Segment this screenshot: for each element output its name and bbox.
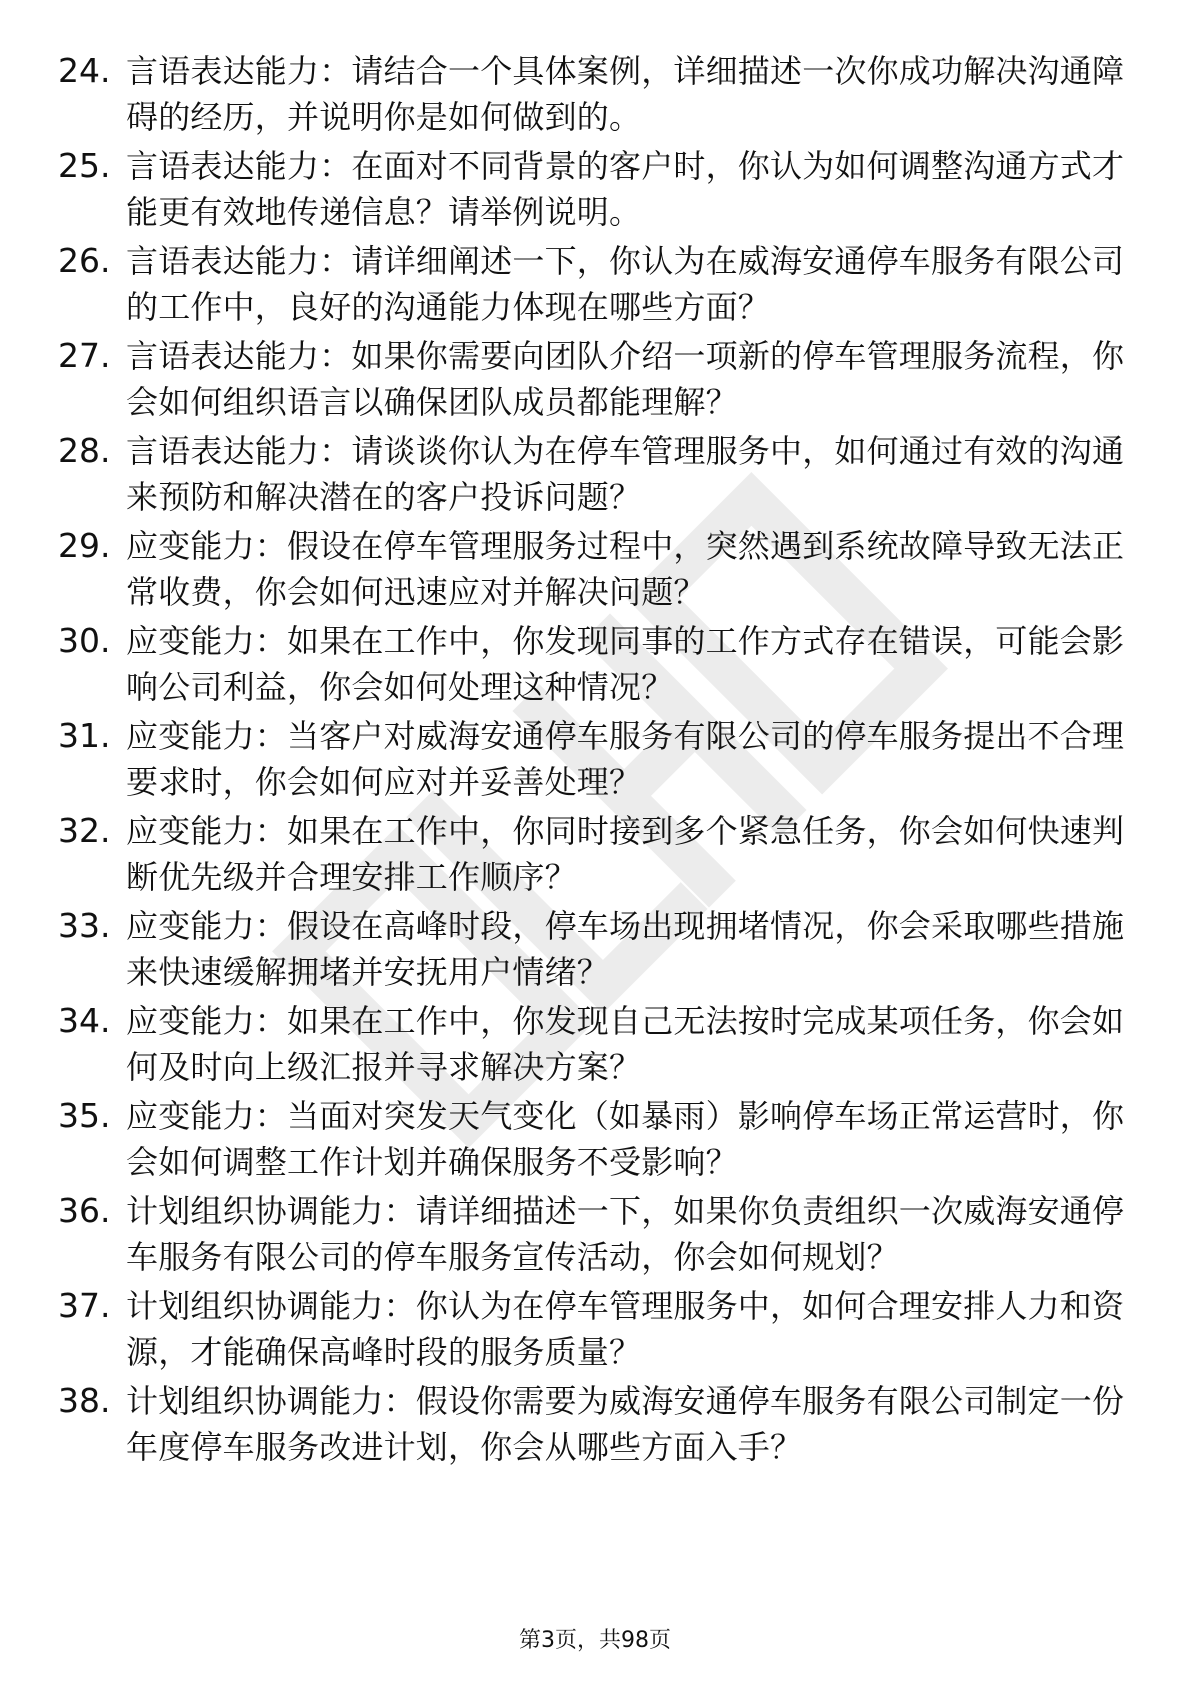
question-number: 36.	[58, 1191, 111, 1230]
question-text: 应变能力：如果在工作中，你发现自己无法按时完成某项任务，你会如何及时向上级汇报并寻求解决方案？	[126, 1002, 1125, 1086]
question-number: 29.	[58, 526, 111, 565]
question-text: 计划组织协调能力：你认为在停车管理服务中，如何合理安排人力和资源，才能确保高峰时段的服务质量？	[126, 1287, 1125, 1371]
question-item	[0, 618, 1190, 713]
question-number: 28.	[58, 431, 111, 470]
question-item	[0, 1093, 1190, 1188]
question-number: 34.	[58, 1001, 111, 1040]
question-text: 应变能力：如果在工作中，你同时接到多个紧急任务，你会如何快速判断优先级并合理安排工作顺序？	[126, 812, 1125, 896]
question-item	[0, 1188, 1190, 1283]
page-number-footer: 第3页，共98页	[519, 1628, 671, 1653]
question-number: 26.	[58, 241, 111, 280]
question-list	[0, 48, 1190, 1473]
question-text: 应变能力：假设在高峰时段，停车场出现拥堵情况，你会采取哪些措施来快速缓解拥堵并安抚用户情绪？	[126, 907, 1125, 991]
question-text: 应变能力：当面对突发天气变化（如暴雨）影响停车场正常运营时，你会如何调整工作计划并确保服务不受影响？	[126, 1097, 1125, 1181]
question-text: 应变能力：当客户对威海安通停车服务有限公司的停车服务提出不合理要求时，你会如何应对并妥善处理？	[126, 717, 1125, 801]
question-item	[0, 333, 1190, 428]
question-item	[0, 1283, 1190, 1378]
question-number: 24.	[58, 51, 111, 90]
question-item	[0, 428, 1190, 523]
question-item	[0, 143, 1190, 238]
question-item	[0, 1378, 1190, 1473]
question-text: 计划组织协调能力：请详细描述一下，如果你负责组织一次威海安通停车服务有限公司的停车服务宣传活动，你会如何规划？	[126, 1192, 1125, 1276]
question-number: 25.	[58, 146, 111, 185]
question-text: 应变能力：如果在工作中，你发现同事的工作方式存在错误，可能会影响公司利益，你会如何处理这种情况？	[126, 622, 1125, 706]
question-item	[0, 903, 1190, 998]
question-text: 应变能力：假设在停车管理服务过程中，突然遇到系统故障导致无法正常收费，你会如何迅速应对并解决问题？	[126, 527, 1125, 611]
question-number: 27.	[58, 336, 111, 375]
question-number: 33.	[58, 906, 111, 945]
question-item	[0, 523, 1190, 618]
question-number: 32.	[58, 811, 111, 850]
question-text: 言语表达能力：在面对不同背景的客户时，你认为如何调整沟通方式才能更有效地传递信息？请举例说明。	[126, 147, 1125, 231]
question-number: 31.	[58, 716, 111, 755]
question-number: 38.	[58, 1381, 111, 1420]
question-text: 言语表达能力：请详细阐述一下，你认为在威海安通停车服务有限公司的工作中，良好的沟通能力体现在哪些方面？	[126, 242, 1125, 326]
question-item	[0, 808, 1190, 903]
question-item	[0, 998, 1190, 1093]
question-text: 言语表达能力：请谈谈你认为在停车管理服务中，如何通过有效的沟通来预防和解决潜在的客户投诉问题？	[126, 432, 1125, 516]
question-text: 言语表达能力：如果你需要向团队介绍一项新的停车管理服务流程，你会如何组织语言以确保团队成员都能理解？	[126, 337, 1125, 421]
question-number: 35.	[58, 1096, 111, 1135]
question-text: 言语表达能力：请结合一个具体案例，详细描述一次你成功解决沟通障碍的经历，并说明你是如何做到的。	[126, 52, 1125, 136]
question-item	[0, 48, 1190, 143]
question-number: 37.	[58, 1286, 111, 1325]
question-item	[0, 238, 1190, 333]
question-text: 计划组织协调能力：假设你需要为威海安通停车服务有限公司制定一份年度停车服务改进计划，你会从哪些方面入手？	[126, 1382, 1125, 1466]
question-item	[0, 713, 1190, 808]
question-number: 30.	[58, 621, 111, 660]
